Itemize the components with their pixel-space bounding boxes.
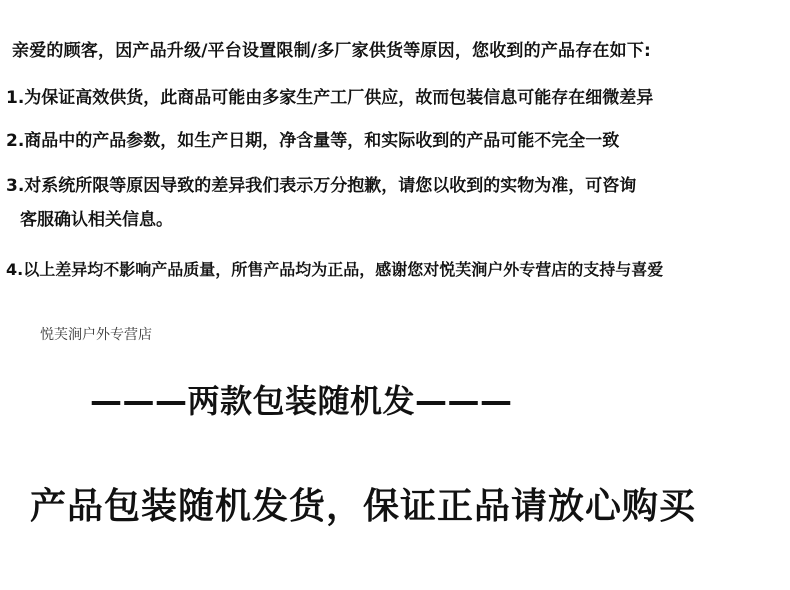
store-name: 悦芙涧户外专营店 [40, 327, 152, 343]
packaging-headline: ———两款包装随机发——— [90, 382, 513, 420]
notice-point-1: 1.为保证高效供货，此商品可能由多家生产工厂供应，故而包装信息可能存在细微差异 [6, 88, 654, 108]
notice-point-3-line-1: 3.对系统所限等原因导致的差异我们表示万分抱歉，请您以收到的实物为准，可咨询 [6, 176, 637, 196]
notice-point-4: 4.以上差异均不影响产品质量，所售产品均为正品，感谢您对悦芙涧户外专营店的支持与喜爱 [6, 260, 664, 279]
notice-point-2: 2.商品中的产品参数，如生产日期，净含量等，和实际收到的产品可能不完全一致 [6, 131, 620, 151]
notice-point-3-line-2: 客服确认相关信息。 [20, 210, 173, 230]
notice-intro: 亲爱的顾客，因产品升级/平台设置限制/多厂家供货等原因，您收到的产品存在如下: [12, 41, 652, 61]
footer-statement: 产品包装随机发货，保证正品请放心购买 [30, 486, 697, 527]
